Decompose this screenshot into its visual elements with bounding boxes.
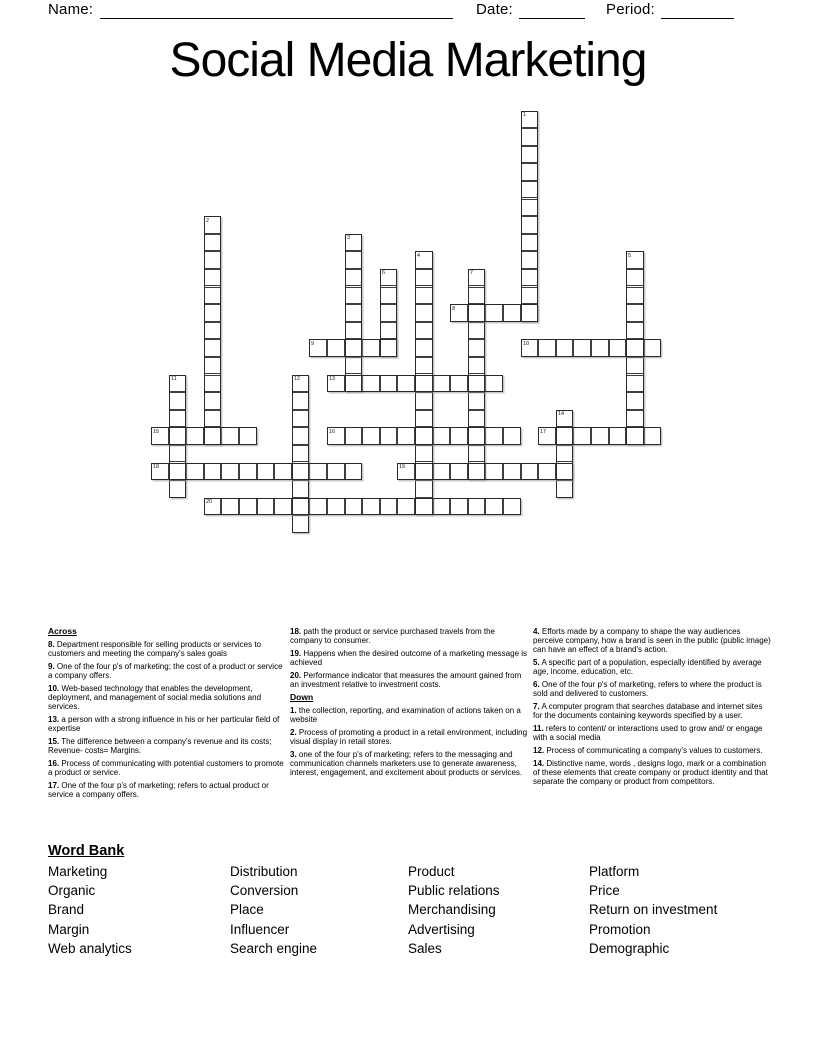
name-input-line[interactable] xyxy=(100,2,453,19)
grid-cell[interactable] xyxy=(327,498,345,516)
word-bank-column-1 xyxy=(48,862,230,958)
grid-cell[interactable] xyxy=(468,357,486,375)
clue-number: 4. xyxy=(533,627,540,636)
grid-cell[interactable] xyxy=(503,463,521,481)
grid-cell[interactable] xyxy=(292,480,310,498)
grid-cell[interactable] xyxy=(345,322,363,340)
period-input-line[interactable] xyxy=(661,2,734,19)
clue-number: 8. xyxy=(48,639,55,649)
grid-cell[interactable] xyxy=(204,357,222,375)
grid-cell[interactable] xyxy=(415,357,433,375)
grid-cell[interactable] xyxy=(169,410,187,428)
grid-cell[interactable] xyxy=(609,427,627,445)
grid-cell[interactable] xyxy=(609,339,627,357)
grid-cell[interactable] xyxy=(239,498,257,516)
clue-19-across: 19. Happens when the desired outcome of a marketing message is achieved xyxy=(290,649,528,668)
grid-cell[interactable] xyxy=(521,463,539,481)
grid-cell[interactable] xyxy=(204,322,222,340)
cell-number: 13 xyxy=(329,375,336,382)
cell-number: 14 xyxy=(557,410,564,417)
grid-cell[interactable] xyxy=(468,445,486,463)
word-bank-word: Web analytics xyxy=(48,940,132,956)
clue-1-down: 1. the collection, reporting, and examination of actions taken on a website xyxy=(290,705,521,724)
grid-cell[interactable] xyxy=(626,392,644,410)
grid-cell[interactable] xyxy=(151,463,169,481)
grid-cell[interactable] xyxy=(204,498,222,516)
clue-4-down: 4. Efforts made by a company to shape the way audiences perceive company, how a brand is seen in the public (public image) can have an effect of a brand's action. xyxy=(533,627,771,655)
word-bank-column-4 xyxy=(589,862,769,958)
word-bank-word: Marketing xyxy=(48,864,108,879)
word-bank-title: Word Bank xyxy=(48,843,125,859)
grid-cell[interactable] xyxy=(521,146,539,164)
grid-cell[interactable] xyxy=(345,339,363,357)
grid-cell[interactable] xyxy=(327,463,345,481)
grid-cell[interactable] xyxy=(503,304,521,322)
grid-cell[interactable] xyxy=(468,392,486,410)
word-bank-word: Product xyxy=(408,864,455,879)
date-input-line[interactable] xyxy=(519,2,585,19)
grid-cell[interactable] xyxy=(204,269,222,287)
grid-cell[interactable] xyxy=(169,463,187,481)
grid-cell[interactable] xyxy=(415,392,433,410)
grid-cell[interactable] xyxy=(397,375,415,393)
grid-cell[interactable] xyxy=(380,269,398,287)
grid-cell[interactable] xyxy=(309,498,327,516)
cell-number: 2 xyxy=(205,217,209,224)
grid-cell[interactable] xyxy=(468,322,486,340)
clue-number: 11. xyxy=(533,724,544,734)
grid-cell[interactable] xyxy=(573,427,591,445)
word-bank-word: Influencer xyxy=(230,921,290,937)
cell-number: 19 xyxy=(399,463,406,470)
grid-cell[interactable] xyxy=(485,463,503,481)
grid-cell[interactable] xyxy=(345,251,363,269)
clue-number: 10. xyxy=(48,683,60,693)
grid-cell[interactable] xyxy=(450,304,468,322)
grid-cell[interactable] xyxy=(538,427,556,445)
grid-cell[interactable] xyxy=(415,463,433,481)
grid-cell[interactable] xyxy=(362,498,380,516)
grid-cell[interactable] xyxy=(292,375,310,393)
word-bank-word: Promotion xyxy=(589,921,651,937)
clue-9-across: 9. One of the four p's of marketing; the cost of a product or service a company offers. xyxy=(48,661,283,680)
grid-cell[interactable] xyxy=(204,287,222,305)
word-bank-word: Advertising xyxy=(408,921,475,937)
grid-cell[interactable] xyxy=(485,304,503,322)
page-title: Social Media Marketing xyxy=(169,34,647,87)
grid-cell[interactable] xyxy=(380,339,398,357)
clue-down-header: Down xyxy=(290,692,314,702)
grid-cell[interactable] xyxy=(292,463,310,481)
cell-number: 8 xyxy=(452,305,456,312)
grid-cell[interactable] xyxy=(521,199,539,217)
clue-13-across: 13. a person with a strong influence in his or her particular field of expertise xyxy=(48,714,280,733)
clue-number: 2. xyxy=(290,727,297,737)
word-bank-word: Platform xyxy=(589,864,640,879)
grid-cell[interactable] xyxy=(468,410,486,428)
grid-cell[interactable] xyxy=(239,427,257,445)
grid-cell[interactable] xyxy=(556,445,574,463)
cell-number: 7 xyxy=(469,269,473,276)
clue-2-down: 2. Process of promoting a product in a retail environment, including visual display in retail stores. xyxy=(290,727,528,746)
grid-cell[interactable] xyxy=(556,427,574,445)
grid-cell[interactable] xyxy=(169,375,187,393)
grid-cell[interactable] xyxy=(204,251,222,269)
clue-column-1 xyxy=(48,627,286,803)
grid-cell[interactable] xyxy=(345,375,363,393)
grid-cell[interactable] xyxy=(204,339,222,357)
grid-cell[interactable] xyxy=(521,269,539,287)
grid-cell[interactable] xyxy=(450,427,468,445)
grid-cell[interactable] xyxy=(485,427,503,445)
cell-number: 16 xyxy=(329,428,336,435)
clue-column-3 xyxy=(533,627,771,790)
clue-6-down: 6. One of the four p's of marketing, refers to where the product is sold and delivered to customers. xyxy=(533,680,762,699)
grid-cell[interactable] xyxy=(169,427,187,445)
grid-cell[interactable] xyxy=(169,480,187,498)
grid-cell[interactable] xyxy=(362,339,380,357)
grid-cell[interactable] xyxy=(292,515,310,533)
grid-cell[interactable] xyxy=(468,427,486,445)
grid-cell[interactable] xyxy=(450,375,468,393)
grid-cell[interactable] xyxy=(169,445,187,463)
grid-cell[interactable] xyxy=(485,498,503,516)
grid-cell[interactable] xyxy=(380,304,398,322)
clue-3-down: 3. one of the four p's of marketing; refers to the messaging and communication channels marketers use to generate awareness, interest, engagement, and excitement about products or services. xyxy=(290,749,523,777)
clue-20-across: 20. Performance indicator that measures the amount gained from an investment relative to investment costs. xyxy=(290,671,522,690)
grid-cell[interactable] xyxy=(380,427,398,445)
grid-cell[interactable] xyxy=(274,463,292,481)
grid-cell[interactable] xyxy=(274,498,292,516)
grid-cell[interactable] xyxy=(327,375,345,393)
grid-cell[interactable] xyxy=(309,339,327,357)
word-bank-word: Return on investment xyxy=(589,902,718,918)
grid-cell[interactable] xyxy=(221,427,239,445)
grid-cell[interactable] xyxy=(556,410,574,428)
grid-cell[interactable] xyxy=(521,163,539,181)
word-bank-word: Conversion xyxy=(230,883,299,899)
word-bank-word: Organic xyxy=(48,883,96,899)
word-bank-word: Merchandising xyxy=(408,902,496,918)
word-bank-column-3 xyxy=(408,862,589,958)
cell-number: 1 xyxy=(522,111,526,118)
clue-across-header: Across xyxy=(48,626,77,636)
grid-cell[interactable] xyxy=(450,498,468,516)
word-bank-word: Search engine xyxy=(230,940,318,956)
clue-7-down: 7. A computer program that searches database and internet sites for the documents containing keywords specified by a user. xyxy=(533,702,763,721)
grid-cell[interactable] xyxy=(292,410,310,428)
grid-cell[interactable] xyxy=(591,427,609,445)
clue-16-across: 16. Process of communicating with potential customers to promote a product or service. xyxy=(48,758,284,777)
clue-number: 5. xyxy=(533,658,540,668)
cell-number: 4 xyxy=(417,252,421,259)
grid-cell[interactable] xyxy=(521,181,539,199)
clue-number: 9. xyxy=(48,661,55,671)
clue-10-across: 10. Web-based technology that enables the development, deployment, and management of social media solutions and services. xyxy=(48,683,262,711)
cell-number: 6 xyxy=(381,269,385,276)
grid-cell[interactable] xyxy=(468,339,486,357)
grid-cell[interactable] xyxy=(521,128,539,146)
grid-cell[interactable] xyxy=(503,498,521,516)
word-bank-word: Brand xyxy=(48,902,85,918)
grid-cell[interactable] xyxy=(591,339,609,357)
grid-cell[interactable] xyxy=(644,339,662,357)
cell-number: 12 xyxy=(293,375,300,382)
grid-cell[interactable] xyxy=(521,339,539,357)
clue-number: 20. xyxy=(290,671,302,680)
clue-18-across: 18. path the product or service purchased travels from the company to consumer. xyxy=(290,627,495,646)
word-bank-word: Price xyxy=(589,883,620,899)
grid-cell[interactable] xyxy=(521,304,539,322)
cell-number: 17 xyxy=(540,428,547,435)
grid-cell[interactable] xyxy=(345,357,363,375)
grid-cell[interactable] xyxy=(468,287,486,305)
grid-cell[interactable] xyxy=(169,392,187,410)
cell-number: 3 xyxy=(346,234,350,241)
grid-cell[interactable] xyxy=(415,445,433,463)
cell-number: 10 xyxy=(522,340,529,347)
grid-cell[interactable] xyxy=(204,410,222,428)
word-bank xyxy=(48,862,769,958)
grid-cell[interactable] xyxy=(380,375,398,393)
clue-number: 17. xyxy=(48,780,60,790)
grid-cell[interactable] xyxy=(538,339,556,357)
clue-14-down: 14. Distinctive name, words , designs logo, mark or a combination of these elements that create company or product identity and that separate the company or product from competitors. xyxy=(533,759,768,787)
grid-cell[interactable] xyxy=(521,251,539,269)
grid-cell[interactable] xyxy=(433,375,451,393)
grid-cell[interactable] xyxy=(415,427,433,445)
grid-cell[interactable] xyxy=(345,234,363,252)
grid-cell[interactable] xyxy=(433,498,451,516)
grid-cell[interactable] xyxy=(380,287,398,305)
clue-17-across: 17. One of the four p's of marketing; refers to actual product or service a company offers. xyxy=(48,780,269,799)
grid-cell[interactable] xyxy=(573,339,591,357)
word-bank-word: Public relations xyxy=(408,883,500,899)
grid-cell[interactable] xyxy=(345,287,363,305)
word-bank-column-2 xyxy=(230,862,408,958)
grid-cell[interactable] xyxy=(468,304,486,322)
grid-cell[interactable] xyxy=(292,427,310,445)
grid-cell[interactable] xyxy=(362,375,380,393)
grid-cell[interactable] xyxy=(292,498,310,516)
grid-cell[interactable] xyxy=(204,375,222,393)
grid-cell[interactable] xyxy=(309,463,327,481)
grid-cell[interactable] xyxy=(186,427,204,445)
clue-15-across: 15. The difference between a company's revenue and its costs; Revenue- costs= Margins. xyxy=(48,736,272,755)
grid-cell[interactable] xyxy=(626,304,644,322)
grid-cell[interactable] xyxy=(468,463,486,481)
grid-cell[interactable] xyxy=(204,392,222,410)
grid-cell[interactable] xyxy=(415,498,433,516)
word-bank-word: Sales xyxy=(408,940,442,956)
grid-cell[interactable] xyxy=(204,304,222,322)
clue-number: 18. xyxy=(290,627,302,636)
grid-cell[interactable] xyxy=(327,427,345,445)
word-bank-word: Margin xyxy=(48,921,90,937)
period-label: Period: xyxy=(606,1,655,18)
grid-cell[interactable] xyxy=(433,463,451,481)
grid-cell[interactable] xyxy=(556,463,574,481)
clue-8-across: 8. Department responsible for selling products or services to customers and meeting the company's sales goals xyxy=(48,639,261,658)
grid-cell[interactable] xyxy=(433,427,451,445)
grid-cell[interactable] xyxy=(626,322,644,340)
grid-cell[interactable] xyxy=(345,498,363,516)
grid-cell[interactable] xyxy=(485,375,503,393)
grid-cell[interactable] xyxy=(345,269,363,287)
grid-cell[interactable] xyxy=(556,339,574,357)
grid-cell[interactable] xyxy=(204,234,222,252)
grid-cell[interactable] xyxy=(204,216,222,234)
cell-number: 15 xyxy=(153,428,160,435)
clue-number: 6. xyxy=(533,680,540,690)
grid-cell[interactable] xyxy=(626,269,644,287)
grid-cell[interactable] xyxy=(468,269,486,287)
grid-cell[interactable] xyxy=(556,480,574,498)
clue-number: 16. xyxy=(48,758,60,768)
word-bank-word: Demographic xyxy=(589,940,670,956)
grid-cell[interactable] xyxy=(415,251,433,269)
grid-cell[interactable] xyxy=(415,269,433,287)
clue-number: 3. xyxy=(290,749,297,759)
clue-5-down: 5. A specific part of a population, especially identified by average age, income, education, etc. xyxy=(533,658,762,677)
grid-cell[interactable] xyxy=(626,287,644,305)
grid-cell[interactable] xyxy=(626,251,644,269)
grid-cell[interactable] xyxy=(626,427,644,445)
clue-number: 1. xyxy=(290,705,297,715)
grid-cell[interactable] xyxy=(538,463,556,481)
name-label: Name: xyxy=(48,1,94,18)
word-bank-word: Place xyxy=(230,902,264,918)
cell-number: 5 xyxy=(628,252,632,259)
grid-cell[interactable] xyxy=(626,339,644,357)
cell-number: 18 xyxy=(153,463,160,470)
clue-number: 7. xyxy=(533,702,540,712)
grid-cell[interactable] xyxy=(521,111,539,129)
grid-cell[interactable] xyxy=(239,463,257,481)
clue-number: 13. xyxy=(48,714,60,724)
grid-cell[interactable] xyxy=(644,427,662,445)
word-bank-word: Distribution xyxy=(230,864,298,879)
grid-cell[interactable] xyxy=(415,480,433,498)
grid-cell[interactable] xyxy=(345,463,363,481)
grid-cell[interactable] xyxy=(415,322,433,340)
grid-cell[interactable] xyxy=(521,287,539,305)
grid-cell[interactable] xyxy=(327,339,345,357)
grid-cell[interactable] xyxy=(415,410,433,428)
grid-cell[interactable] xyxy=(415,304,433,322)
grid-cell[interactable] xyxy=(380,498,398,516)
grid-cell[interactable] xyxy=(503,427,521,445)
clue-11-down: 11. refers to content/ or interactions used to grow and/ or engage with a social media xyxy=(533,724,763,743)
grid-cell[interactable] xyxy=(292,445,310,463)
grid-cell[interactable] xyxy=(292,392,310,410)
cell-number: 9 xyxy=(311,340,315,347)
grid-cell[interactable] xyxy=(468,498,486,516)
date-label: Date: xyxy=(476,1,513,18)
grid-cell[interactable] xyxy=(521,234,539,252)
clue-number: 15. xyxy=(48,736,60,746)
grid-cell[interactable] xyxy=(397,427,415,445)
grid-cell[interactable] xyxy=(257,463,275,481)
grid-cell[interactable] xyxy=(221,463,239,481)
grid-cell[interactable] xyxy=(397,463,415,481)
grid-cell[interactable] xyxy=(204,463,222,481)
grid-cell[interactable] xyxy=(151,427,169,445)
grid-cell[interactable] xyxy=(186,463,204,481)
grid-cell[interactable] xyxy=(380,322,398,340)
grid-cell[interactable] xyxy=(450,463,468,481)
grid-cell[interactable] xyxy=(204,427,222,445)
grid-cell[interactable] xyxy=(397,498,415,516)
grid-cell[interactable] xyxy=(415,339,433,357)
grid-cell[interactable] xyxy=(362,427,380,445)
grid-cell[interactable] xyxy=(221,498,239,516)
cell-number: 20 xyxy=(205,498,212,505)
cell-number: 11 xyxy=(170,375,177,382)
grid-cell[interactable] xyxy=(415,287,433,305)
grid-cell[interactable] xyxy=(257,498,275,516)
grid-cell[interactable] xyxy=(521,216,539,234)
grid-cell[interactable] xyxy=(415,375,433,393)
clue-number: 19. xyxy=(290,649,302,658)
grid-cell[interactable] xyxy=(626,357,644,375)
grid-cell[interactable] xyxy=(468,375,486,393)
clue-number: 14. xyxy=(533,759,545,768)
grid-cell[interactable] xyxy=(626,410,644,428)
clue-column-2 xyxy=(290,627,528,781)
grid-cell[interactable] xyxy=(626,375,644,393)
grid-cell[interactable] xyxy=(345,304,363,322)
clue-number: 12. xyxy=(533,746,545,756)
clue-12-down: 12. Process of communicating a company's values to customers. xyxy=(533,746,763,756)
grid-cell[interactable] xyxy=(345,427,363,445)
